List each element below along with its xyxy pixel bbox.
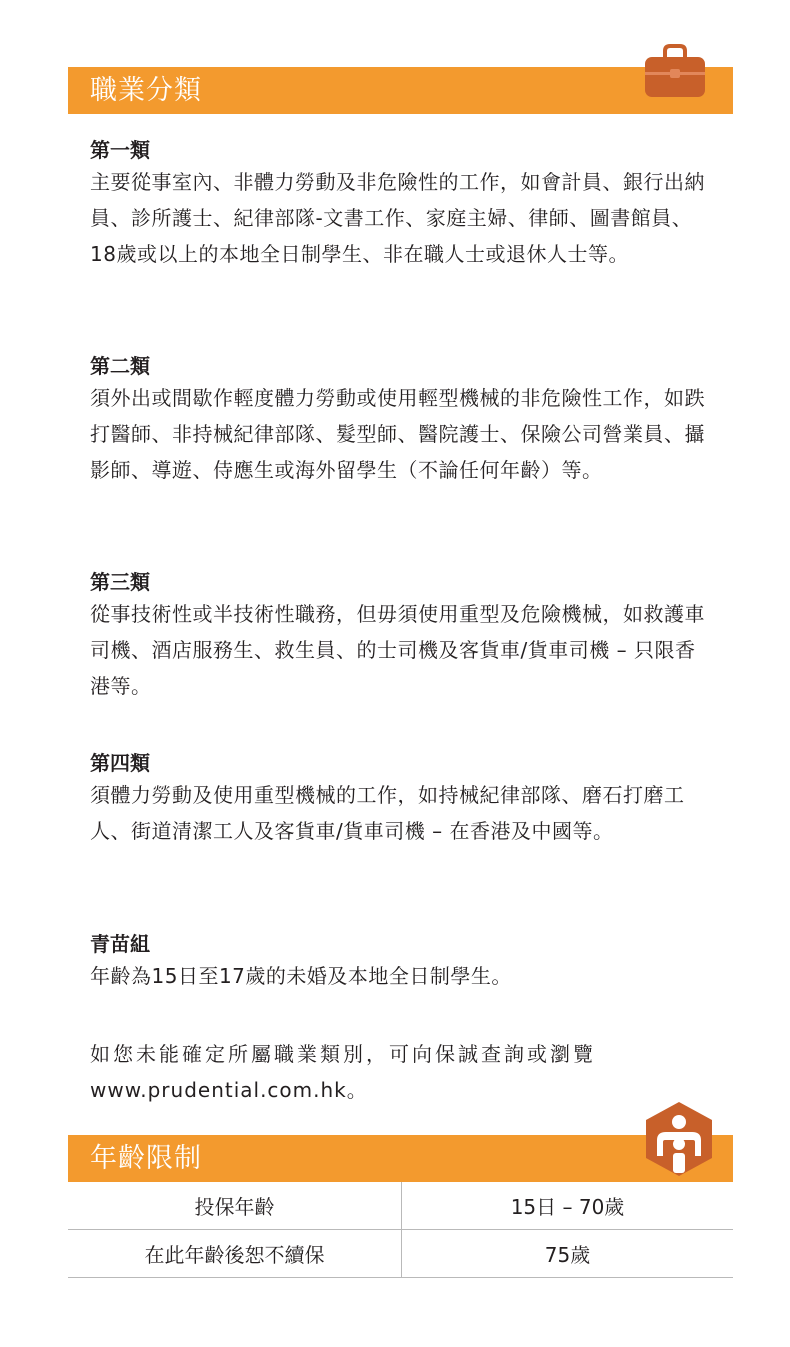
category-body: 須體力勞動及使用重型機械的工作，如持械紀律部隊、磨石打磨工人、街道清潔工人及客貨車/貨車司機 – 在香港及中國等。 [90, 783, 685, 843]
category-body: 主要從事室內、非體力勞動及非危險性的工作，如會計員、銀行出納員、診所護士、紀律部隊-文書工作、家庭主婦、律師、圖書館員、18歲或以上的本地全日制學生、非在職人士或退休人士等。 [90, 170, 705, 266]
age-row-label: 投保年齡 [68, 1182, 402, 1230]
age-limit-header-bar [68, 1135, 733, 1182]
category-body: 從事技術性或半技術性職務，但毋須使用重型及危險機械，如救護車司機、酒店服務生、救生員、的士司機及客貨車/貨車司機 – 只限香港等。 [90, 602, 705, 698]
age-row-value: 15日 – 70歲 [402, 1182, 734, 1230]
website-link[interactable]: www.prudential.com.hk。 [90, 1078, 368, 1102]
category-4 [90, 749, 715, 849]
family-shield-icon [644, 1100, 714, 1178]
category-1 [90, 136, 715, 272]
category-3 [90, 568, 715, 704]
category-body: 年齡為15日至17歲的未婚及本地全日制學生。 [90, 964, 512, 988]
category-2 [90, 352, 715, 488]
age-limit-title: 年齡限制 [90, 1143, 202, 1174]
occupation-title: 職業分類 [90, 75, 202, 106]
age-row-label: 在此年齡後恕不續保 [68, 1230, 402, 1278]
category-title: 第三類 [90, 570, 150, 594]
age-row-value: 75歲 [402, 1230, 734, 1278]
category-body: 須外出或間歇作輕度體力勞動或使用輕型機械的非危險性工作，如跌打醫師、非持械紀律部隊、髮型師、醫院護士、保險公司營業員、攝影師、導遊、侍應生或海外留學生（不論任何年齡）等。 [90, 386, 705, 482]
category-title: 青苗組 [90, 932, 150, 956]
category-youth [90, 930, 715, 994]
briefcase-icon [643, 43, 707, 99]
table-row [68, 1182, 733, 1230]
inquiry-note [90, 1036, 715, 1108]
category-title: 第四類 [90, 751, 150, 775]
table-row [68, 1230, 733, 1278]
inquiry-note-text: 如您未能確定所屬職業類別，可向保誠查詢或瀏覽 [90, 1042, 596, 1066]
occupation-header-bar [68, 67, 733, 114]
category-title: 第二類 [90, 354, 150, 378]
age-limit-table [68, 1182, 733, 1278]
category-title: 第一類 [90, 138, 150, 162]
